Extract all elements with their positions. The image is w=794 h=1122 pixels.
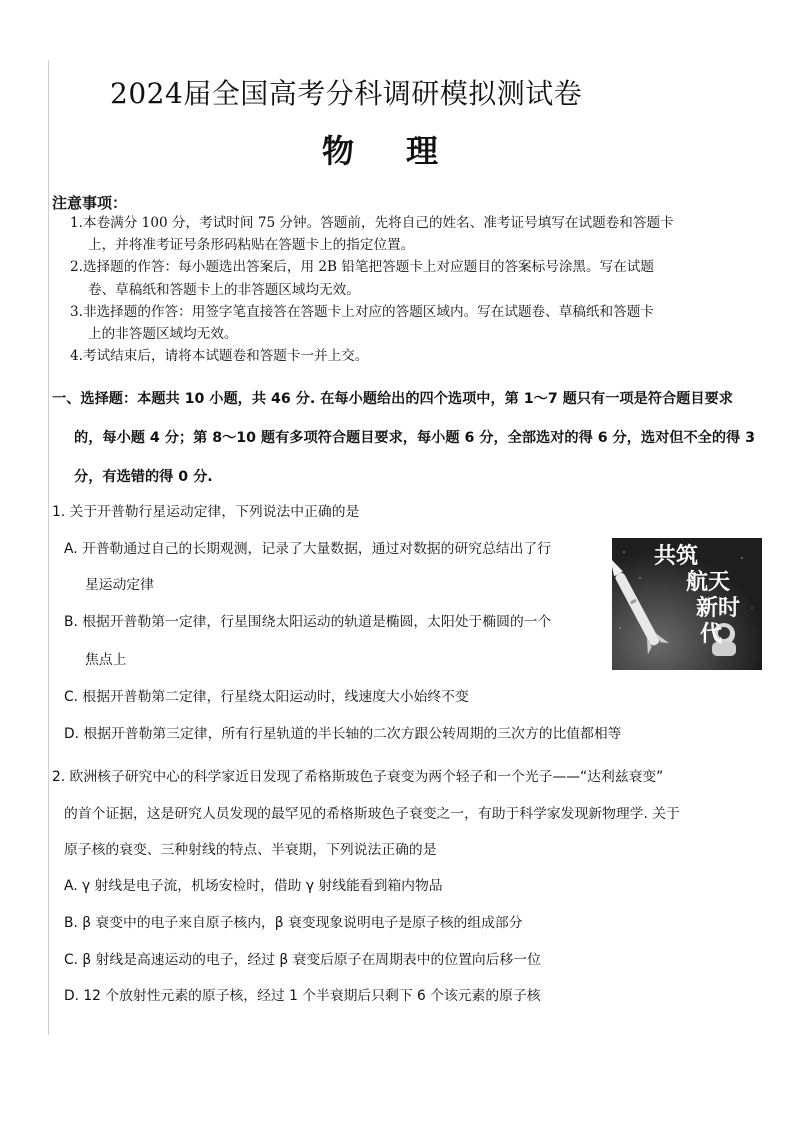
note-line: 1.本卷满分 100 分，考试时间 75 分钟。答题前，先将自己的姓名、准考证号填写在试题卷和答题卡 <box>70 215 674 231</box>
note-line: 4.考试结束后，请将本试题卷和答题卡一并上交。 <box>70 348 369 365</box>
question-1-stem: 1. 关于开普勒行星运动定律，下列说法中正确的是 <box>52 504 360 520</box>
section-line: 的，每小题 4 分；第 8～10 题有多项符合题目要求，每小题 6 分，全部选对的得 6 分，选对但不全的得 3 <box>74 430 756 446</box>
poster-line: 共筑 <box>654 544 699 569</box>
q1-option-b-cont: 焦点上 <box>85 652 127 668</box>
notes-list <box>70 212 750 367</box>
q1-option-b: B. 根据开普勒第一定律，行星围绕太阳运动的轨道是椭圆，太阳处于椭圆的一个 <box>64 614 552 630</box>
question-2-stem-cont: 原子核的衰变、三种射线的特点、半衰期，下列说法正确的是 <box>64 842 437 858</box>
poster-caption <box>652 544 758 648</box>
question-2-stem-cont: 的首个证据，这是研究人员发现的最罕见的希格斯玻色子衰变之一，有助于科学家发现新物理学. 关于 <box>64 806 680 822</box>
question-2-stem: 2. 欧洲核子研究中心的科学家近日发现了希格斯玻色子衰变为两个轻子和一个光子——“达利兹衰变” <box>52 769 664 785</box>
q2-option-a: A. γ 射线是电子流，机场安检时，借助 γ 射线能看到箱内物品 <box>64 878 443 894</box>
poster-line: 代 <box>699 622 722 647</box>
q2-option-d: D. 12 个放射性元素的原子核，经过 1 个半衰期后只剩下 6 个该元素的原子核 <box>64 988 541 1004</box>
q1-option-c: C. 根据开普勒第二定律，行星绕太阳运动时，线速度大小始终不变 <box>64 689 469 705</box>
notes-heading: 注意事项： <box>52 194 128 212</box>
q1-option-a: A. 开普勒通过自己的长期观测，记录了大量数据，通过对数据的研究总结出了行 <box>64 541 552 557</box>
note-line: 上的非答题区域均无效。 <box>88 326 238 343</box>
page-edge-line <box>48 60 49 1035</box>
note-line: 3.非选择题的作答：用签字笔直接答在答题卡上对应的答题区域内。写在试题卷、草稿纸和答题卡 <box>70 303 654 320</box>
aerospace-poster-image <box>612 538 762 670</box>
q1-option-a-cont: 星运动定律 <box>85 577 154 593</box>
note-item-4 <box>70 345 750 367</box>
q2-option-c: C. β 射线是高速运动的电子，经过 β 衰变后原子在周期表中的位置向后移一位 <box>64 952 541 968</box>
note-item-2 <box>70 256 750 300</box>
note-item-1 <box>70 212 750 256</box>
exam-title: 2024届全国高考分科调研模拟测试卷 <box>110 77 583 110</box>
section-1-instructions <box>52 380 772 497</box>
note-line: 2.选择题的作答：每小题选出答案后，用 2B 铅笔把答题卡上对应题目的答案标号涂黑。写在试题 <box>70 259 654 276</box>
subject-title: 物理 <box>322 132 491 170</box>
note-line: 上，并将准考证号条形码粘贴在答题卡上的指定位置。 <box>88 237 415 254</box>
note-item-3 <box>70 301 750 345</box>
poster-line: 新时 <box>695 596 740 621</box>
q2-option-b: B. β 衰变中的电子来自原子核内，β 衰变现象说明电子是原子核的组成部分 <box>64 915 523 931</box>
q1-option-d: D. 根据开普勒第三定律，所有行星轨道的半长轴的二次方跟公转周期的三次方的比值都相等 <box>64 726 622 742</box>
section-line: 一、选择题：本题共 10 小题，共 46 分. 在每小题给出的四个选项中，第 1～7 题只有一项是符合题目要求 <box>52 391 733 407</box>
poster-line: 航天 <box>685 570 730 595</box>
section-line: 分，有选错的得 0 分. <box>74 469 213 485</box>
note-line: 卷、草稿纸和答题卡上的非答题区域均无效。 <box>88 281 360 298</box>
